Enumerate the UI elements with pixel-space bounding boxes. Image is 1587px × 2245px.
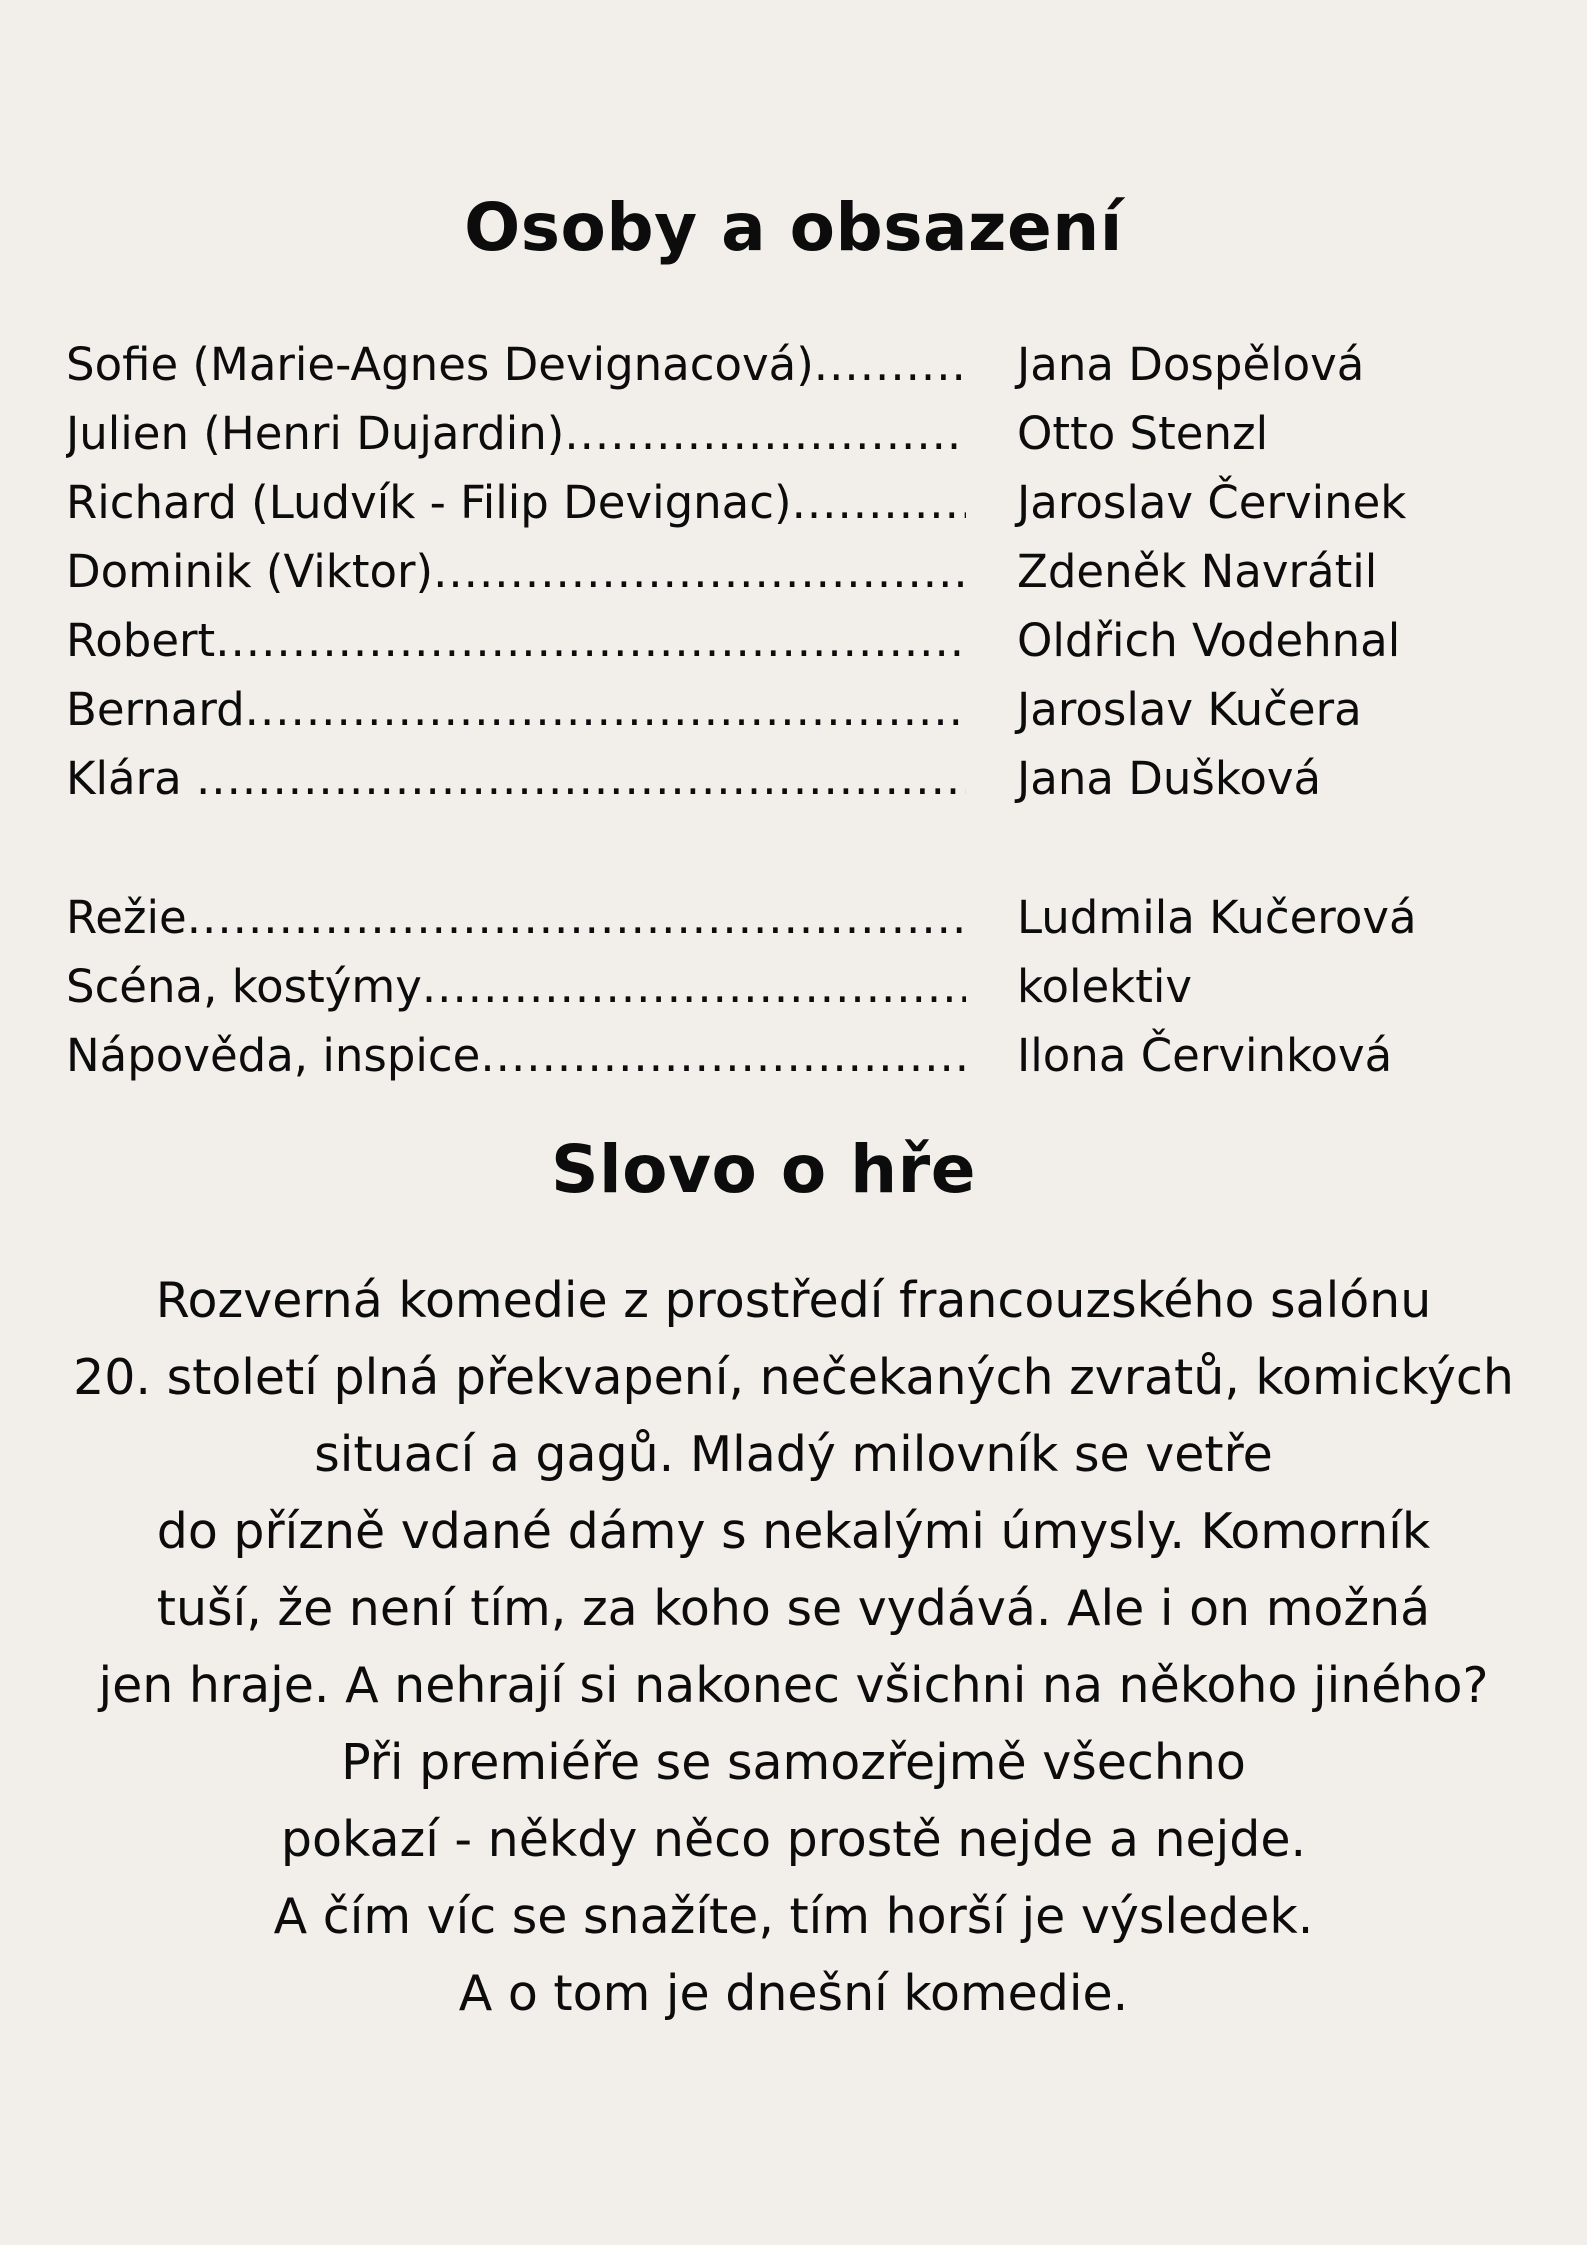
crew-row <box>66 883 1536 952</box>
role-name: Sofie (Marie-Agnes Devignacová) ..... <box>66 330 966 399</box>
cast-list <box>66 330 1536 813</box>
role-name: Richard (Ludvík - Filip Devignac) ..... <box>66 468 966 537</box>
about-line: Při premiéře se samozřejmě všechno <box>341 1734 1246 1791</box>
about-line: pokazí - někdy něco prostě nejde a nejde. <box>280 1811 1307 1868</box>
cast-row <box>66 468 1536 537</box>
role-name: Klára ..... <box>66 744 966 813</box>
cast-row <box>66 330 1536 399</box>
role-name: Julien (Henri Dujardin) ..... <box>66 399 966 468</box>
cast-row <box>66 675 1536 744</box>
crew-list <box>66 883 1536 1090</box>
cast-heading: Osoby a obsazení <box>464 189 1123 266</box>
about-line: Rozverná komedie z prostředí francouzského salónu <box>155 1272 1432 1329</box>
crew-row <box>66 1021 1536 1090</box>
actor-name: Otto Stenzl <box>1017 407 1269 460</box>
actor-name: Zdeněk Navrátil <box>1017 545 1378 598</box>
cast-row <box>66 399 1536 468</box>
about-line: A o tom je dnešní komedie. <box>458 1965 1129 2022</box>
actor-name: Jaroslav Červinek <box>1017 476 1407 529</box>
crew-person: kolektiv <box>1017 960 1193 1013</box>
about-heading: Slovo o hře <box>551 1131 976 1208</box>
crew-row <box>66 952 1536 1021</box>
role-name: Dominik (Viktor) ..... <box>66 537 966 606</box>
actor-name: Jana Dospělová <box>1017 338 1365 391</box>
actor-name: Oldřich Vodehnal <box>1017 614 1401 667</box>
about-line: situací a gagů. Mladý milovník se vetře <box>314 1426 1273 1483</box>
role-name: Robert ..... <box>66 606 966 675</box>
crew-role: Režie ..... <box>66 883 966 952</box>
about-paragraph <box>40 1262 1547 2032</box>
cast-row <box>66 744 1536 813</box>
crew-person: Ilona Červinková <box>1017 1029 1393 1082</box>
about-line: tuší, že není tím, za koho se vydává. Ale i on možná <box>156 1580 1431 1637</box>
crew-person: Ludmila Kučerová <box>1017 891 1417 944</box>
about-line: do přízně vdané dámy s nekalými úmysly. Komorník <box>156 1503 1431 1560</box>
about-line: A čím víc se snažíte, tím horší je výsledek. <box>273 1888 1314 1945</box>
cast-row <box>66 606 1536 675</box>
about-line: jen hraje. A nehrají si nakonec všichni na někoho jiného? <box>98 1657 1489 1714</box>
cast-row <box>66 537 1536 606</box>
actor-name: Jaroslav Kučera <box>1017 683 1362 736</box>
crew-role: Nápověda, inspice ..... <box>66 1021 966 1090</box>
about-line: 20. století plná překvapení, nečekaných zvratů, komických <box>73 1349 1514 1406</box>
actor-name: Jana Dušková <box>1017 752 1322 805</box>
role-name: Bernard ..... <box>66 675 966 744</box>
crew-role: Scéna, kostýmy ..... <box>66 952 966 1021</box>
